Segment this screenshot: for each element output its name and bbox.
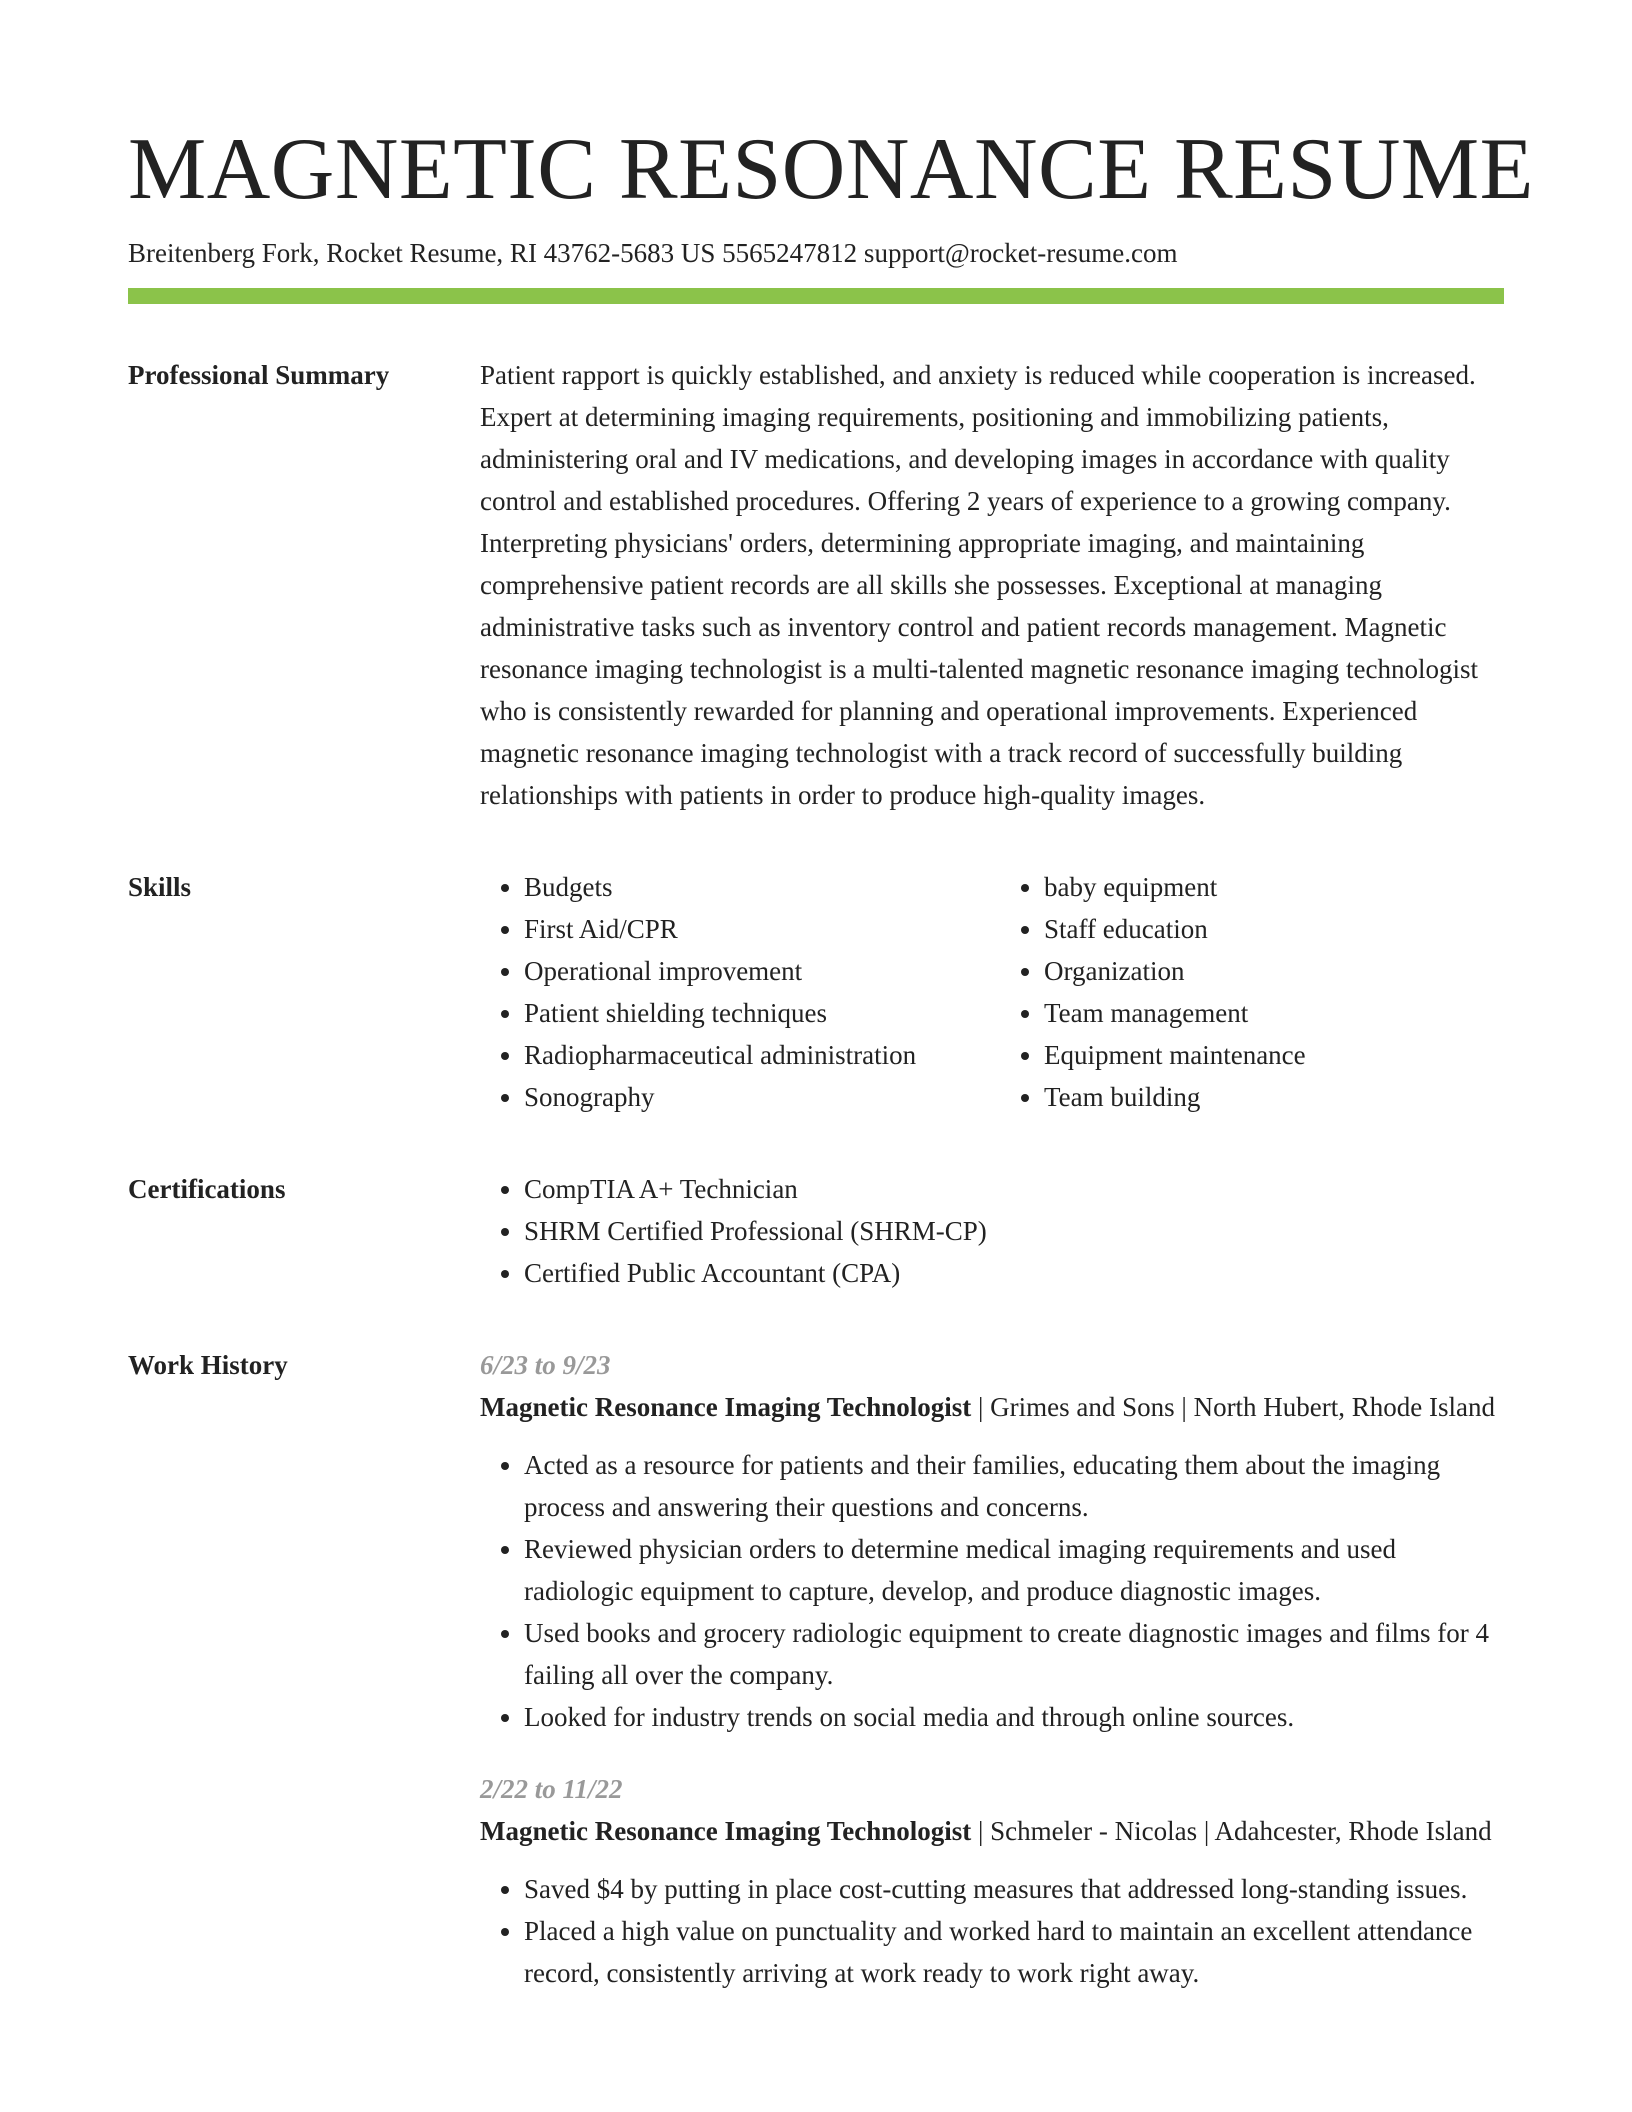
list-item: • baby equipment	[1044, 866, 1544, 908]
list-item: • SHRM Certified Professional (SHRM-CP)	[524, 1210, 1504, 1252]
job-title-line	[480, 1386, 1504, 1428]
list-item: • Equipment maintenance	[1044, 1034, 1544, 1076]
job-entry	[480, 1344, 1504, 1738]
list-item: • Reviewed physician orders to determine medical imaging requirements and used radiologic equipment to capture, develop, and produce diagnostic images.	[524, 1528, 1504, 1612]
job-details: | Schmeler - Nicolas | Adahcester, Rhode Island	[971, 1816, 1492, 1846]
section-label: Certifications	[128, 1174, 286, 1204]
list-item: • Organization	[1044, 950, 1544, 992]
list-item: • Radiopharmaceutical administration	[524, 1034, 984, 1076]
section-body	[480, 354, 1504, 816]
list-item: • Team management	[1044, 992, 1544, 1034]
certifications-section	[128, 1168, 1504, 1294]
job-entry	[480, 1768, 1504, 1994]
job-title-line	[480, 1810, 1504, 1852]
list-item: • Budgets	[524, 866, 984, 908]
list-item: • CompTIA A+ Technician	[524, 1168, 1504, 1210]
resume-page	[128, 0, 1534, 2024]
summary-text: Patient rapport is quickly established, and anxiety is reduced while cooperation is increased. Expert at determining imaging requirements, positioning and immobilizing patients, administering oral and IV medications, and developing images in accordance with quality control and established procedures. Offering 2 years of experience to a growing company. Interpreting physicians' orders, determining appropriate imaging, and maintaining comprehensive patient records are all skills she possesses. Exceptional at managing administrative tasks such as inventory control and patient records management. Magnetic resonance imaging technologist is a multi-talented magnetic resonance imaging technologist who is consistently rewarded for planning and operational improvements. Experienced magnetic resonance imaging technologist with a track record of successfully building relationships with patients in order to produce high-quality images.	[480, 360, 1478, 810]
list-item: • First Aid/CPR	[524, 908, 984, 950]
section-label: Work History	[128, 1350, 288, 1380]
job-date: 2/22 to 11/22	[480, 1774, 623, 1804]
certifications-list	[480, 1168, 1504, 1294]
list-item: • Staff education	[1044, 908, 1544, 950]
job-details: | Grimes and Sons | North Hubert, Rhode Island	[971, 1392, 1496, 1422]
skills-section	[128, 866, 1504, 1118]
list-item: • Team building	[1044, 1076, 1544, 1118]
job-title: Magnetic Resonance Imaging Technologist	[480, 1392, 972, 1422]
skills-grid	[480, 866, 1544, 1118]
list-item: • Acted as a resource for patients and their families, educating them about the imaging process and answering their questions and concerns.	[524, 1444, 1504, 1528]
skills-list-left	[480, 866, 984, 1118]
list-item: • Patient shielding techniques	[524, 992, 984, 1034]
list-item: • Operational improvement	[524, 950, 984, 992]
section-label: Skills	[128, 872, 192, 902]
job-bullets	[480, 1444, 1504, 1738]
section-body	[480, 1344, 1504, 2024]
list-item: • Certified Public Accountant (CPA)	[524, 1252, 1504, 1294]
resume-name: MAGNETIC RESONANCE RESUME	[128, 121, 1534, 218]
section-body	[480, 1168, 1504, 1294]
job-title: Magnetic Resonance Imaging Technologist	[480, 1816, 972, 1846]
section-label: Professional Summary	[128, 360, 390, 390]
list-item: • Placed a high value on punctuality and worked hard to maintain an excellent attendance record, consistently arriving at work ready to work right away.	[524, 1910, 1504, 1994]
list-item: • Sonography	[524, 1076, 984, 1118]
skills-list-right	[984, 866, 1544, 1118]
work-history-section	[128, 1344, 1504, 2024]
list-item: • Used books and grocery radiologic equipment to create diagnostic images and films for 4 failing all over the company.	[524, 1612, 1504, 1696]
job-date: 6/23 to 9/23	[480, 1350, 611, 1380]
list-item: • Saved $4 by putting in place cost-cutting measures that addressed long-standing issues.	[524, 1868, 1504, 1910]
list-item: • Looked for industry trends on social media and through online sources.	[524, 1696, 1504, 1738]
job-bullets	[480, 1868, 1504, 1994]
header-divider	[128, 288, 1504, 304]
professional-summary-section	[128, 354, 1504, 816]
contact-line: Breitenberg Fork, Rocket Resume, RI 43762-5683 US 5565247812 support@rocket-resume.com	[128, 238, 1178, 268]
